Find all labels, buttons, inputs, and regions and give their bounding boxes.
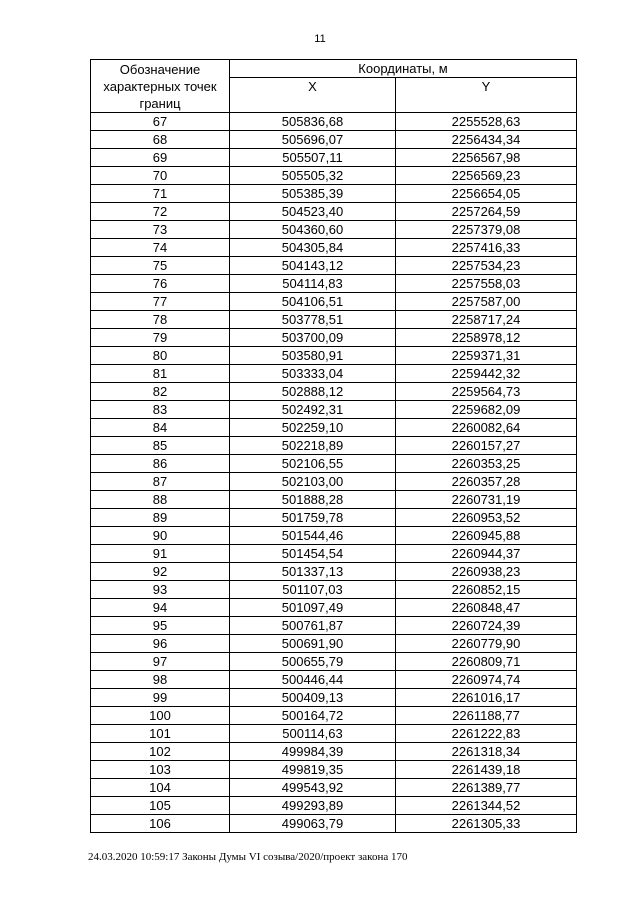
point-number-cell: 104 <box>91 779 230 797</box>
x-coordinate-cell: 500446,44 <box>230 671 396 689</box>
point-number-cell: 74 <box>91 239 230 257</box>
point-number-cell: 78 <box>91 311 230 329</box>
y-coordinate-cell: 2257587,00 <box>396 293 577 311</box>
x-coordinate-cell: 501759,78 <box>230 509 396 527</box>
table-row <box>91 383 577 401</box>
y-coordinate-cell: 2260944,37 <box>396 545 577 563</box>
table-row <box>91 455 577 473</box>
point-number-cell: 86 <box>91 455 230 473</box>
x-coordinate-cell: 499543,92 <box>230 779 396 797</box>
x-coordinate-cell: 505385,39 <box>230 185 396 203</box>
table-row <box>91 581 577 599</box>
point-number-cell: 96 <box>91 635 230 653</box>
point-number-cell: 94 <box>91 599 230 617</box>
point-number-cell: 102 <box>91 743 230 761</box>
table-row <box>91 653 577 671</box>
x-coordinate-cell: 501097,49 <box>230 599 396 617</box>
y-coordinate-cell: 2260779,90 <box>396 635 577 653</box>
table-row <box>91 257 577 275</box>
x-coordinate-cell: 505505,32 <box>230 167 396 185</box>
y-coordinate-cell: 2259682,09 <box>396 401 577 419</box>
x-coordinate-cell: 502259,10 <box>230 419 396 437</box>
x-coordinate-cell: 500761,87 <box>230 617 396 635</box>
table-row <box>91 347 577 365</box>
point-number-cell: 71 <box>91 185 230 203</box>
table-row <box>91 725 577 743</box>
x-coordinate-cell: 501107,03 <box>230 581 396 599</box>
x-coordinate-cell: 502218,89 <box>230 437 396 455</box>
x-coordinate-cell: 500409,13 <box>230 689 396 707</box>
x-coordinate-cell: 502103,00 <box>230 473 396 491</box>
y-coordinate-cell: 2257264,59 <box>396 203 577 221</box>
x-coordinate-cell: 503700,09 <box>230 329 396 347</box>
x-coordinate-cell: 504305,84 <box>230 239 396 257</box>
point-number-cell: 75 <box>91 257 230 275</box>
table-row <box>91 563 577 581</box>
y-coordinate-cell: 2260938,23 <box>396 563 577 581</box>
table-row <box>91 635 577 653</box>
table-row <box>91 437 577 455</box>
table-row <box>91 779 577 797</box>
x-coordinate-cell: 499984,39 <box>230 743 396 761</box>
table-row <box>91 707 577 725</box>
y-coordinate-cell: 2261222,83 <box>396 725 577 743</box>
x-coordinate-cell: 503333,04 <box>230 365 396 383</box>
x-coordinate-cell: 502888,12 <box>230 383 396 401</box>
table-row <box>91 599 577 617</box>
coordinates-table <box>90 59 577 833</box>
x-coordinate-cell: 504523,40 <box>230 203 396 221</box>
table-row <box>91 509 577 527</box>
x-coordinate-cell: 501888,28 <box>230 491 396 509</box>
point-number-cell: 98 <box>91 671 230 689</box>
y-coordinate-cell: 2261389,77 <box>396 779 577 797</box>
table-row <box>91 311 577 329</box>
point-number-cell: 95 <box>91 617 230 635</box>
point-number-cell: 69 <box>91 149 230 167</box>
point-number-cell: 97 <box>91 653 230 671</box>
point-number-cell: 89 <box>91 509 230 527</box>
y-coordinate-cell: 2260724,39 <box>396 617 577 635</box>
table-row <box>91 365 577 383</box>
y-coordinate-cell: 2260357,28 <box>396 473 577 491</box>
table-row <box>91 185 577 203</box>
point-number-cell: 85 <box>91 437 230 455</box>
y-coordinate-cell: 2261439,18 <box>396 761 577 779</box>
y-coordinate-cell: 2259564,73 <box>396 383 577 401</box>
x-coordinate-cell: 499819,35 <box>230 761 396 779</box>
x-coordinate-cell: 499063,79 <box>230 815 396 833</box>
table-row <box>91 401 577 419</box>
table-body <box>91 113 577 833</box>
y-coordinate-cell: 2260852,15 <box>396 581 577 599</box>
point-number-cell: 106 <box>91 815 230 833</box>
x-coordinate-cell: 505507,11 <box>230 149 396 167</box>
point-number-cell: 70 <box>91 167 230 185</box>
page-number: 11 <box>314 33 326 45</box>
y-column-header: Y <box>396 78 577 113</box>
y-coordinate-cell: 2258717,24 <box>396 311 577 329</box>
point-number-cell: 83 <box>91 401 230 419</box>
x-coordinate-cell: 504143,12 <box>230 257 396 275</box>
y-coordinate-cell: 2260974,74 <box>396 671 577 689</box>
point-number-cell: 80 <box>91 347 230 365</box>
table-row <box>91 761 577 779</box>
y-coordinate-cell: 2258978,12 <box>396 329 577 347</box>
table-row <box>91 473 577 491</box>
point-number-cell: 93 <box>91 581 230 599</box>
x-coordinate-cell: 504360,60 <box>230 221 396 239</box>
y-coordinate-cell: 2260082,64 <box>396 419 577 437</box>
point-number-cell: 81 <box>91 365 230 383</box>
table-row <box>91 617 577 635</box>
y-coordinate-cell: 2259371,31 <box>396 347 577 365</box>
point-number-cell: 105 <box>91 797 230 815</box>
x-coordinate-cell: 501544,46 <box>230 527 396 545</box>
point-number-cell: 91 <box>91 545 230 563</box>
table-row <box>91 671 577 689</box>
y-coordinate-cell: 2260157,27 <box>396 437 577 455</box>
y-coordinate-cell: 2256434,34 <box>396 131 577 149</box>
table-row <box>91 293 577 311</box>
x-coordinate-cell: 500164,72 <box>230 707 396 725</box>
y-coordinate-cell: 2259442,32 <box>396 365 577 383</box>
point-number-cell: 82 <box>91 383 230 401</box>
y-coordinate-cell: 2257416,33 <box>396 239 577 257</box>
y-coordinate-cell: 2260848,47 <box>396 599 577 617</box>
point-number-cell: 76 <box>91 275 230 293</box>
y-coordinate-cell: 2260353,25 <box>396 455 577 473</box>
table-row <box>91 743 577 761</box>
x-column-header: X <box>230 78 396 113</box>
table-row <box>91 815 577 833</box>
point-number-cell: 73 <box>91 221 230 239</box>
point-label-header: Обозначение характерных точек границ <box>91 60 230 113</box>
table-header <box>91 60 577 113</box>
x-coordinate-cell: 503778,51 <box>230 311 396 329</box>
y-coordinate-cell: 2257379,08 <box>396 221 577 239</box>
table-row <box>91 797 577 815</box>
y-coordinate-cell: 2260945,88 <box>396 527 577 545</box>
footer-text: 24.03.2020 10:59:17 Законы Думы VI созыва/2020/проект закона 170 <box>88 851 408 863</box>
x-coordinate-cell: 501337,13 <box>230 563 396 581</box>
x-coordinate-cell: 504106,51 <box>230 293 396 311</box>
y-coordinate-cell: 2260809,71 <box>396 653 577 671</box>
x-coordinate-cell: 500655,79 <box>230 653 396 671</box>
point-number-cell: 77 <box>91 293 230 311</box>
table-row <box>91 131 577 149</box>
y-coordinate-cell: 2261188,77 <box>396 707 577 725</box>
y-coordinate-cell: 2261318,34 <box>396 743 577 761</box>
y-coordinate-cell: 2256569,23 <box>396 167 577 185</box>
y-coordinate-cell: 2261016,17 <box>396 689 577 707</box>
point-number-cell: 92 <box>91 563 230 581</box>
x-coordinate-cell: 501454,54 <box>230 545 396 563</box>
table-row <box>91 419 577 437</box>
x-coordinate-cell: 505696,07 <box>230 131 396 149</box>
table-row <box>91 527 577 545</box>
point-number-cell: 103 <box>91 761 230 779</box>
point-number-cell: 79 <box>91 329 230 347</box>
table-row <box>91 113 577 131</box>
table-row <box>91 329 577 347</box>
y-coordinate-cell: 2260953,52 <box>396 509 577 527</box>
point-number-cell: 100 <box>91 707 230 725</box>
y-coordinate-cell: 2261305,33 <box>396 815 577 833</box>
point-number-cell: 88 <box>91 491 230 509</box>
point-number-cell: 101 <box>91 725 230 743</box>
point-number-cell: 68 <box>91 131 230 149</box>
x-coordinate-cell: 504114,83 <box>230 275 396 293</box>
y-coordinate-cell: 2256654,05 <box>396 185 577 203</box>
point-number-cell: 99 <box>91 689 230 707</box>
y-coordinate-cell: 2257558,03 <box>396 275 577 293</box>
point-number-cell: 72 <box>91 203 230 221</box>
table-row <box>91 491 577 509</box>
point-number-cell: 90 <box>91 527 230 545</box>
x-coordinate-cell: 500114,63 <box>230 725 396 743</box>
y-coordinate-cell: 2255528,63 <box>396 113 577 131</box>
point-number-cell: 87 <box>91 473 230 491</box>
x-coordinate-cell: 503580,91 <box>230 347 396 365</box>
table-row <box>91 689 577 707</box>
table-row <box>91 221 577 239</box>
table-row <box>91 275 577 293</box>
x-coordinate-cell: 502492,31 <box>230 401 396 419</box>
x-coordinate-cell: 505836,68 <box>230 113 396 131</box>
table-row <box>91 545 577 563</box>
coordinates-header: Координаты, м <box>230 60 577 78</box>
y-coordinate-cell: 2260731,19 <box>396 491 577 509</box>
point-number-cell: 67 <box>91 113 230 131</box>
y-coordinate-cell: 2257534,23 <box>396 257 577 275</box>
point-number-cell: 84 <box>91 419 230 437</box>
y-coordinate-cell: 2256567,98 <box>396 149 577 167</box>
table-row <box>91 239 577 257</box>
y-coordinate-cell: 2261344,52 <box>396 797 577 815</box>
table-row <box>91 149 577 167</box>
table-row <box>91 203 577 221</box>
x-coordinate-cell: 502106,55 <box>230 455 396 473</box>
table-row <box>91 167 577 185</box>
x-coordinate-cell: 499293,89 <box>230 797 396 815</box>
x-coordinate-cell: 500691,90 <box>230 635 396 653</box>
